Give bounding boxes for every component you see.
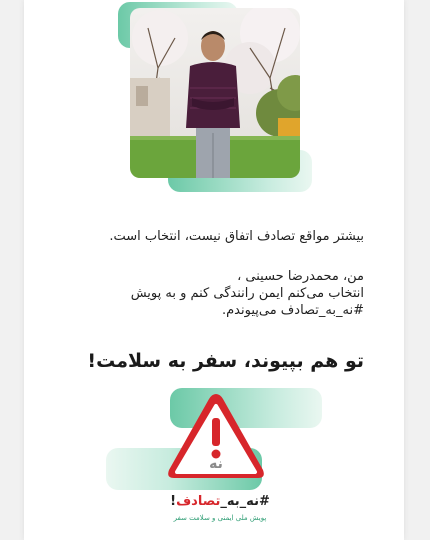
hashtag-exclaim: ! — [170, 494, 177, 509]
pledge-line-1: من، محمدرضا حسینی ، — [237, 269, 364, 284]
hashtag-part: #نه_به_ — [220, 494, 270, 509]
pledge-line-2: انتخاب می‌کنم ایمن رانندگی کنم و به پویش — [130, 286, 364, 301]
statement-line: بیشتر مواقع تصادف اتفاق نیست، انتخاب است. — [109, 229, 364, 244]
sign-label: نه — [209, 456, 223, 472]
campaign-hashtag — [160, 494, 280, 509]
campaign-subtitle: پویش ملی ایمنی و سلامت سفر — [173, 514, 267, 522]
hashtag-accent: تصادف — [176, 494, 221, 509]
profile-photo — [130, 8, 300, 178]
headline: تو هم بپیوند، سفر به سلامت! — [87, 350, 364, 372]
pledge-line-3: #نه_به_تصادف می‌پیوندم. — [222, 303, 364, 318]
pledge-paragraph — [64, 268, 364, 319]
warning-triangle-icon — [162, 388, 270, 484]
